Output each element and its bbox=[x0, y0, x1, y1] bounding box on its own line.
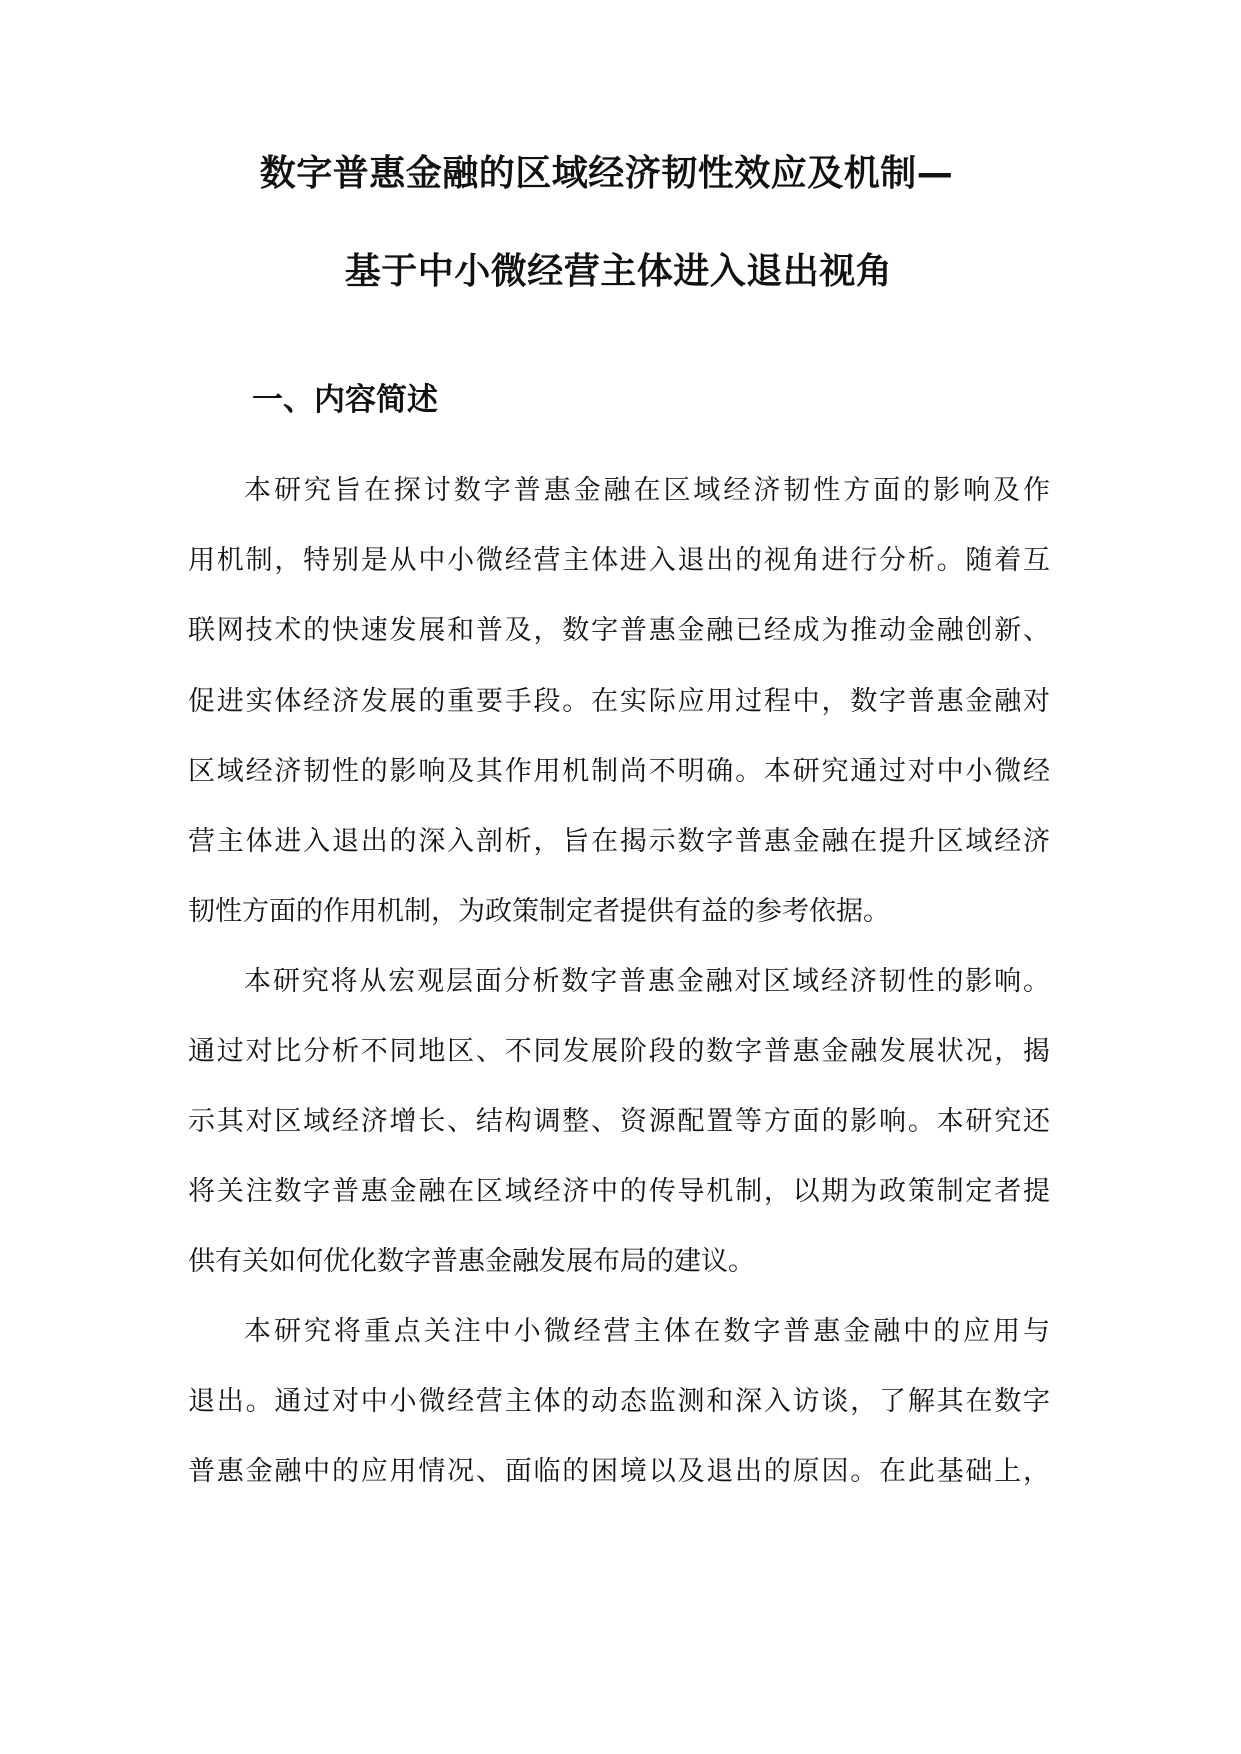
paragraph-line: 供有关如何优化数字普惠金融发展布局的建议。 bbox=[188, 1246, 755, 1277]
paragraph-line: 韧性方面的作用机制，为政策制定者提供有益的参考依据。 bbox=[188, 896, 890, 927]
document-title-line-1: 数字普惠金融的区域经济韧性效应及机制— bbox=[259, 153, 954, 194]
paragraph-line: 营主体进入退出的深入剖析，旨在揭示数字普惠金融在提升区域经济 bbox=[188, 826, 1050, 857]
paragraph-line: 本研究旨在探讨数字普惠金融在区域经济韧性方面的影响及作 bbox=[244, 475, 1050, 506]
paragraph-line: 普惠金融中的应用情况、面临的困境以及退出的原因。在此基础上， bbox=[188, 1456, 1050, 1487]
paragraph-line: 联网技术的快速发展和普及，数字普惠金融已经成为推动金融创新、 bbox=[188, 615, 1050, 646]
paragraph-line: 示其对区域经济增长、结构调整、资源配置等方面的影响。本研究还 bbox=[188, 1106, 1050, 1137]
paragraph-line: 用机制，特别是从中小微经营主体进入退出的视角进行分析。随着互 bbox=[188, 545, 1050, 576]
paragraph-line: 将关注数字普惠金融在区域经济中的传导机制，以期为政策制定者提 bbox=[188, 1176, 1050, 1207]
section-heading: 一、内容简述 bbox=[252, 382, 438, 418]
paragraph-line: 本研究将重点关注中小微经营主体在数字普惠金融中的应用与 bbox=[244, 1316, 1050, 1347]
document-title-line-2: 基于中小微经营主体进入退出视角 bbox=[344, 251, 893, 292]
paragraph-line: 促进实体经济发展的重要手段。在实际应用过程中，数字普惠金融对 bbox=[188, 686, 1050, 717]
paragraph-line: 退出。通过对中小微经营主体的动态监测和深入访谈，了解其在数字 bbox=[188, 1386, 1050, 1417]
paragraph-line: 区域经济韧性的影响及其作用机制尚不明确。本研究通过对中小微经 bbox=[188, 756, 1050, 787]
paragraph-line: 通过对比分析不同地区、不同发展阶段的数字普惠金融发展状况，揭 bbox=[188, 1036, 1050, 1067]
paragraph-line: 本研究将从宏观层面分析数字普惠金融对区域经济韧性的影响。 bbox=[244, 966, 1050, 997]
